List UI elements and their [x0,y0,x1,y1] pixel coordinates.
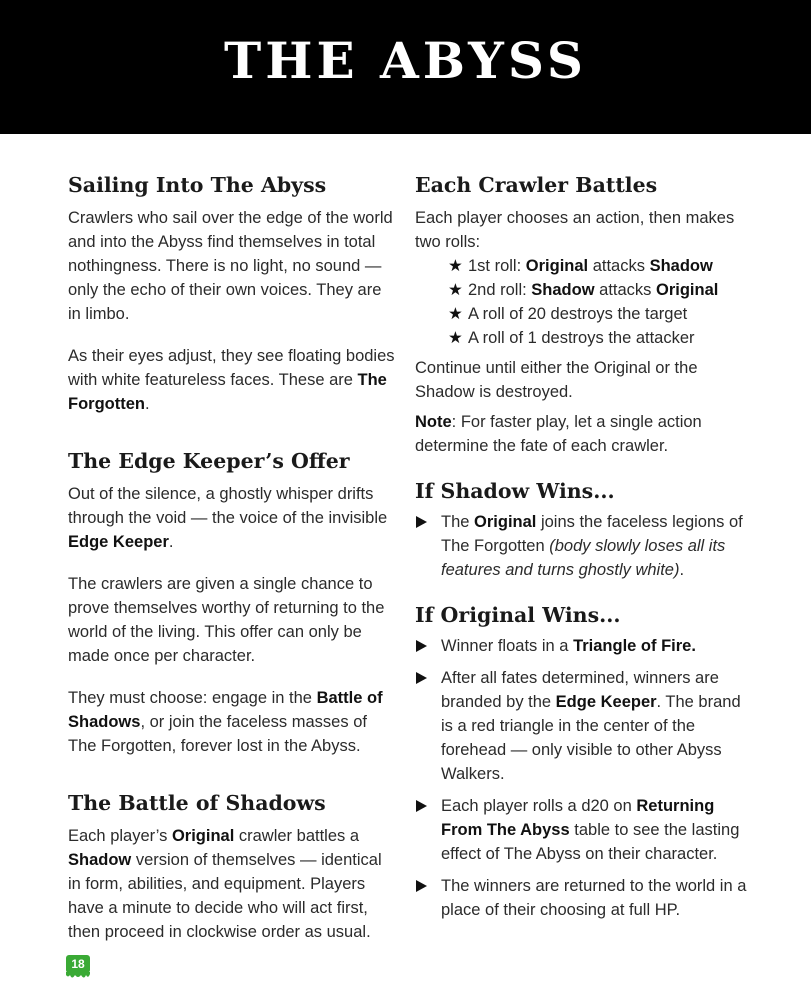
section-battle-of-shadows [68,788,398,944]
paragraph: As their eyes adjust, they see floating bodies with white featureless faces. These are The Forgotten. [68,347,395,413]
outcome-list [415,634,755,922]
list-item: After all fates determined, winners are branded by the Edge Keeper. The brand is a red triangle in the center of the forehead — only visible to other Abyss Walkers. [415,666,755,786]
triangle-bullet-icon [416,640,427,652]
star-icon: ★ [448,305,463,323]
section-heading: The Battle of Shadows [68,791,326,815]
section-heading: Each Crawler Battles [415,173,658,197]
section-if-shadow-wins [415,476,755,582]
section-heading: The Edge Keeper’s Offer [68,449,350,473]
paragraph: The crawlers are given a single chance to prove themselves worthy of returning to the world of the living. This offer can only be made once per character. [68,575,385,665]
section-heading: Sailing Into The Abyss [68,173,327,197]
list-item: The winners are returned to the world in a place of their choosing at full HP. [415,874,755,922]
term-the-forgotten: The Forgotten [68,371,387,413]
paragraph: They must choose: engage in the Battle of Shadows, or join the faceless masses of The Forgotten, forever lost in the Abyss. [68,689,383,755]
triangle-bullet-icon [416,672,427,684]
section-sailing [68,170,398,416]
page-title: THE ABYSS [224,31,587,90]
list-item: The Original joins the faceless legions of The Forgotten (body slowly loses all its features and turns ghostly white). [415,510,755,582]
paragraph: Each player’s Original crawler battles a Shadow version of themselves — identical in form, abilities, and equipment. Players have a minute to decide who will act first, then proceed in clockwise order as usual. [68,827,382,941]
paragraph: Out of the silence, a ghostly whisper drifts through the void — the voice of the invisible Edge Keeper. [68,485,388,551]
outcome-list [415,510,755,582]
paragraph: Continue until either the Original or the Shadow is destroyed. [415,359,698,401]
star-icon: ★ [448,329,463,347]
section-heading: If Shadow Wins... [415,479,615,503]
section-each-crawler-battles [415,170,755,458]
term-battle-of-shadows: Battle of Shadows [68,689,383,731]
title-banner [0,0,811,134]
list-item: Winner floats in a Triangle of Fire. [415,634,755,658]
roll-list [415,254,755,350]
star-icon: ★ [448,257,463,275]
paragraph: Crawlers who sail over the edge of the world and into the Abyss find themselves in total nothingness. There is no light, no sound — only the echo of their own voices. They are in limbo. [68,209,393,323]
page-number: 18 [66,955,90,973]
paragraph: Each player chooses an action, then makes two rolls: [415,209,735,251]
section-if-original-wins [415,600,755,922]
list-item: ★ 2nd roll: Shadow attacks Original [448,278,755,302]
list-item: ★ A roll of 20 destroys the target [448,302,755,326]
triangle-bullet-icon [416,880,427,892]
left-column [68,170,398,944]
note: Note: For faster play, let a single action determine the fate of each crawler. [415,413,702,455]
right-column [415,170,755,922]
list-item: ★ A roll of 1 destroys the attacker [448,326,755,350]
slime-drip-icon [66,972,90,980]
star-icon: ★ [448,281,463,299]
triangle-bullet-icon [416,800,427,812]
list-item: ★ 1st roll: Original attacks Shadow [448,254,755,278]
list-item: Each player rolls a d20 on Returning From The Abyss table to see the lasting effect of The Abyss on their character. [415,794,755,866]
term-edge-keeper: Edge Keeper [68,533,169,551]
section-edge-keeper [68,446,398,758]
triangle-bullet-icon [416,516,427,528]
section-heading: If Original Wins... [415,603,621,627]
